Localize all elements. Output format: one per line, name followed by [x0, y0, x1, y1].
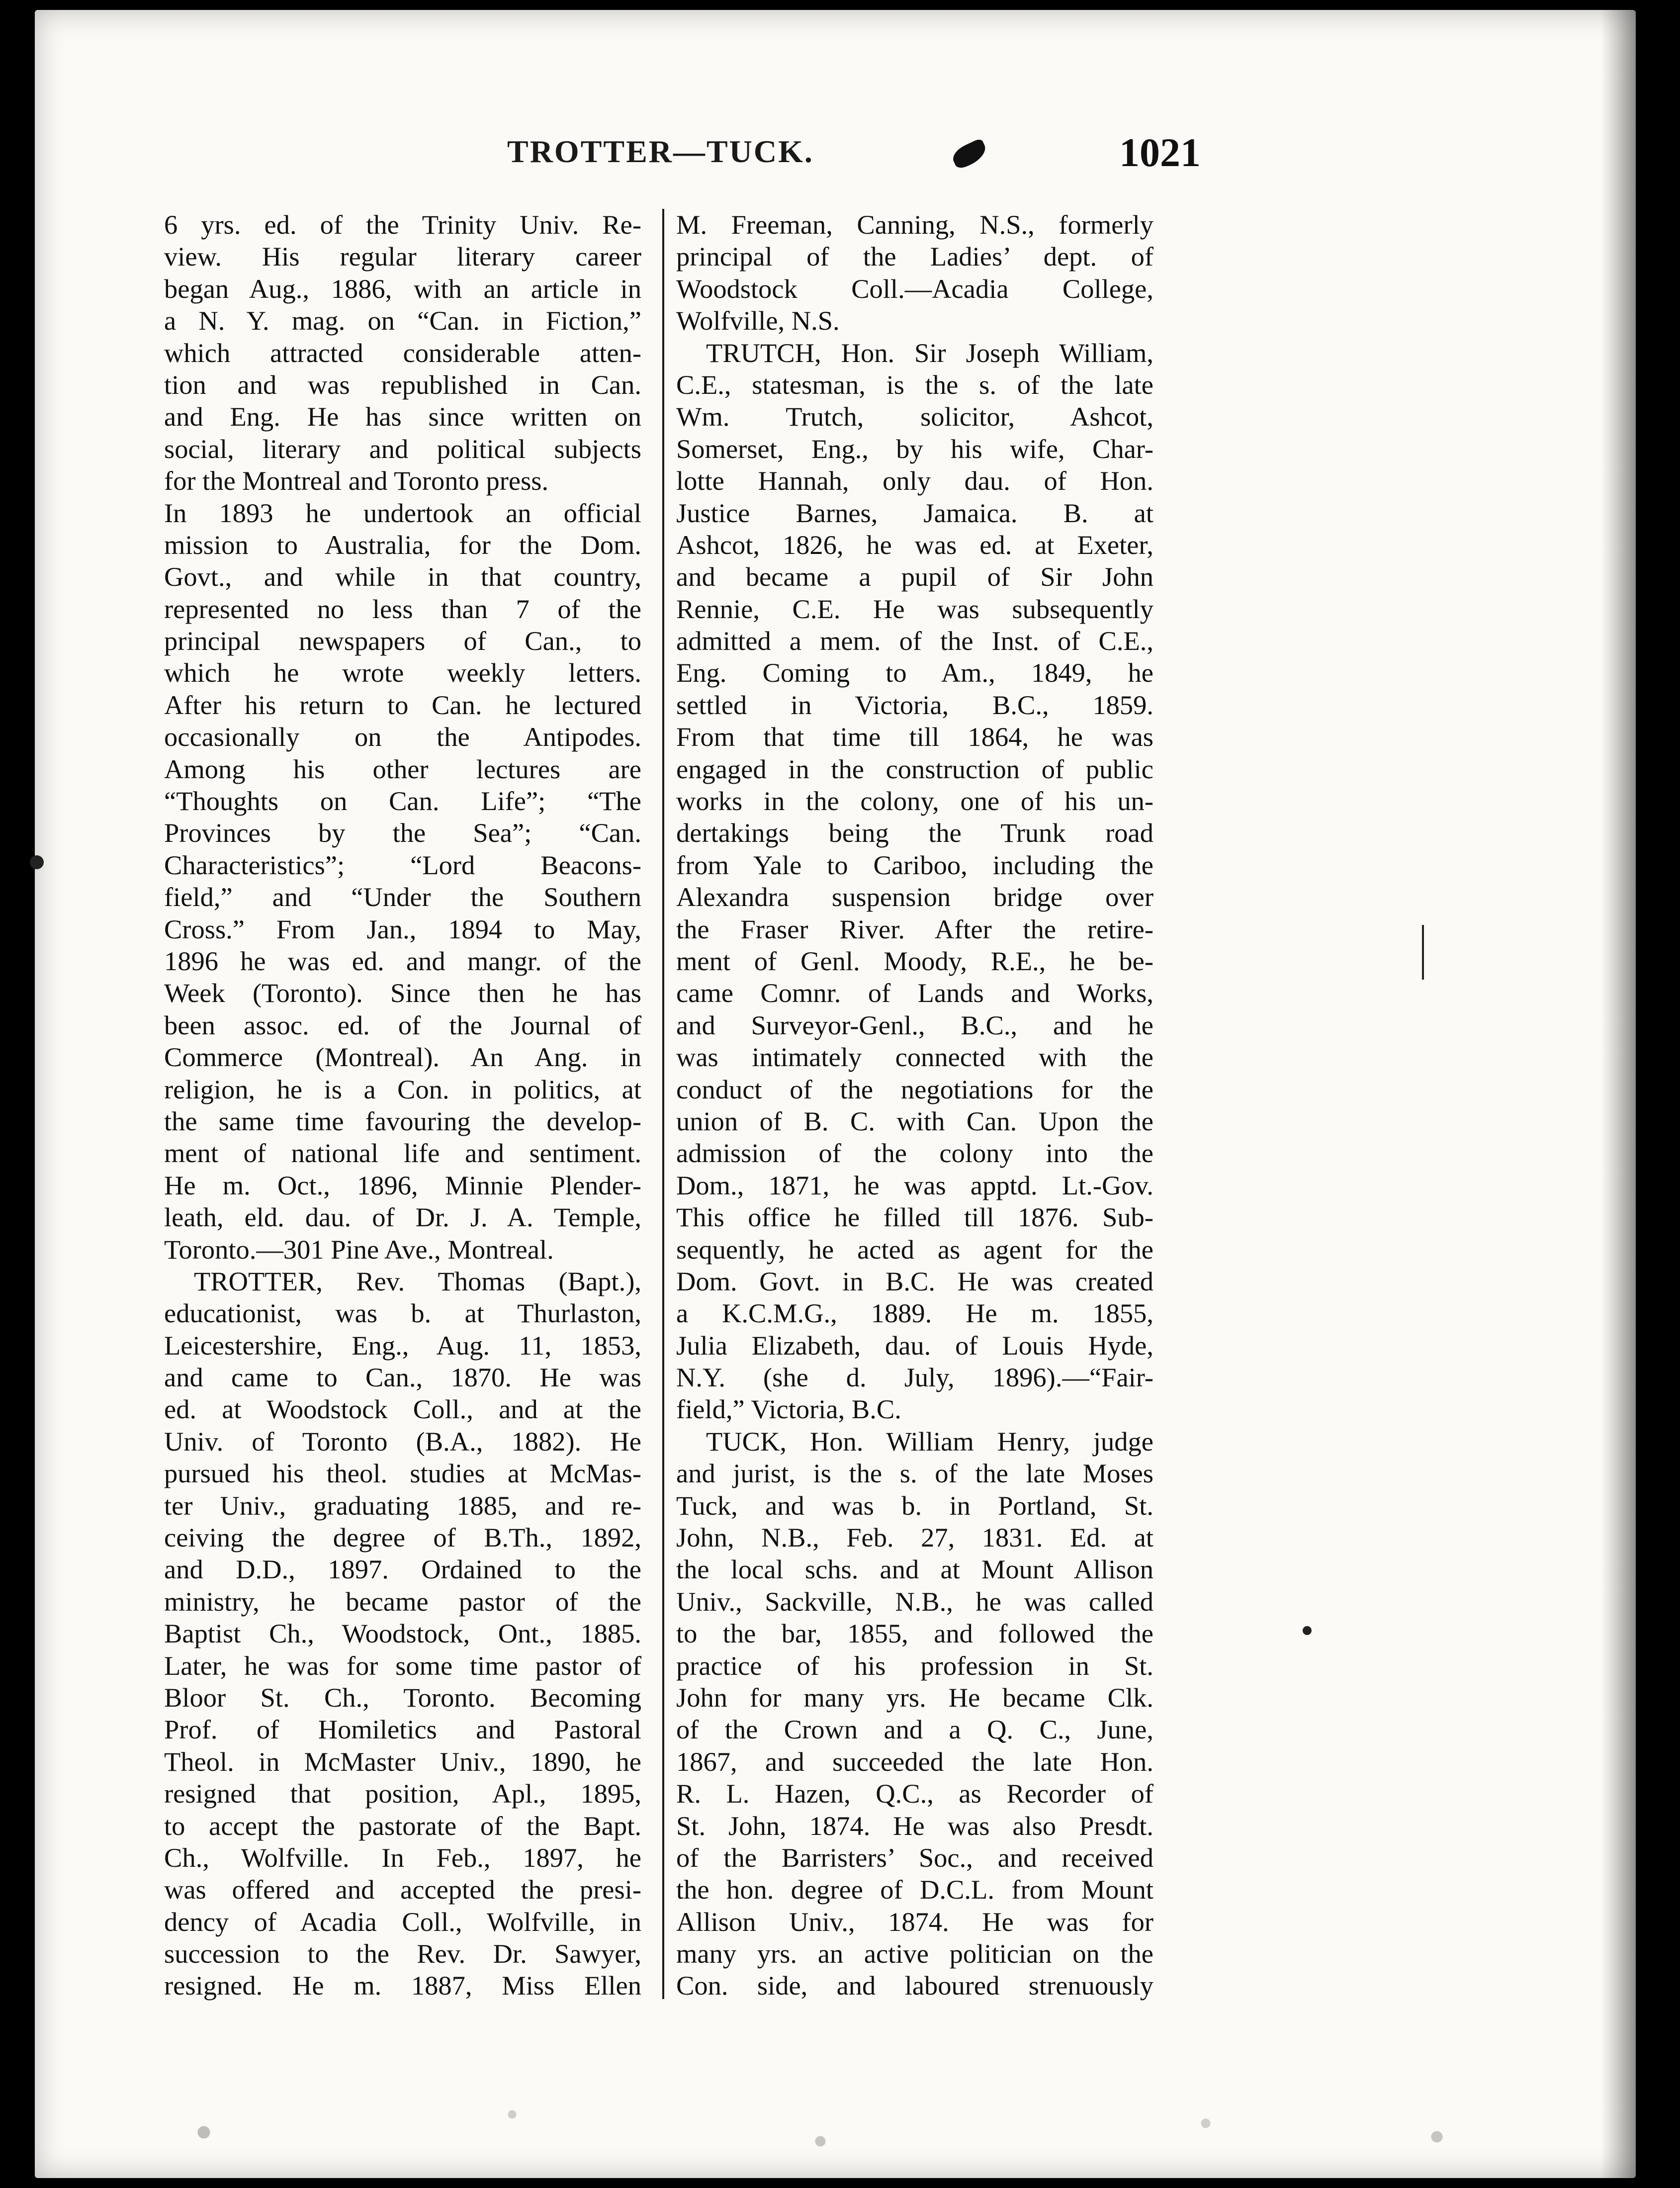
text-line: principal newspapers of Can., to [164, 626, 641, 656]
text-line: came Comnr. of Lands and Works, [676, 978, 1153, 1008]
text-line: the local schs. and at Mount Allison [676, 1554, 1153, 1585]
text-line: field,” and “Under the Southern [164, 882, 641, 912]
text-line: many yrs. an active politician on the [676, 1938, 1153, 1969]
text-line: been assoc. ed. of the Journal of [164, 1009, 641, 1040]
text-line: admitted a mem. of the Inst. of C.E., [676, 626, 1153, 656]
text-line: tion and was republished in Can. [164, 369, 641, 400]
text-line: union of B. C. with Can. Upon the [676, 1105, 1153, 1136]
text-line: Wolfville, N.S. [676, 305, 840, 336]
text-line: Cross.” From Jan., 1894 to May, [164, 913, 641, 944]
text-line: resigned. He m. 1887, Miss Ellen [164, 1970, 641, 2001]
text-line: settled in Victoria, B.C., 1859. [676, 689, 1153, 720]
text-line: and Surveyor-Genl., B.C., and he [676, 1009, 1153, 1040]
page-header [164, 129, 1201, 189]
text-line: Among his other lectures are [164, 753, 641, 784]
text-line: succession to the Rev. Dr. Sawyer, [164, 1938, 641, 1969]
text-line: Toronto.—301 Pine Ave., Montreal. [164, 1234, 554, 1265]
text-line: of the Barristers’ Soc., and received [676, 1842, 1153, 1873]
left-text-column [164, 209, 641, 2002]
margin-mark [1303, 1626, 1312, 1635]
text-line: a K.C.M.G., 1889. He m. 1855, [676, 1298, 1153, 1329]
text-line: After his return to Can. he lectured [164, 689, 641, 720]
text-line: to the bar, 1855, and followed the [676, 1618, 1153, 1649]
text-line: Dom. Govt. in B.C. He was created [676, 1266, 1153, 1296]
text-line: Ashcot, 1826, he was ed. at Exeter, [676, 529, 1153, 560]
text-line: engaged in the construction of public [676, 753, 1153, 784]
text-line: the hon. degree of D.C.L. from Mount [676, 1874, 1153, 1905]
right-text-column [676, 209, 1153, 2002]
text-line: and came to Can., 1870. He was [164, 1362, 641, 1393]
text-line: and jurist, is the s. of the late Moses [676, 1458, 1153, 1489]
text-line: field,” Victoria, B.C. [676, 1394, 901, 1425]
text-line: pursued his theol. studies at McMas- [164, 1458, 641, 1489]
text-line: and became a pupil of Sir John [676, 561, 1153, 592]
text-line: St. John, 1874. He was also Presdt. [676, 1810, 1153, 1841]
text-line: Con. side, and laboured strenuously [676, 1970, 1153, 2001]
text-line: TUCK, Hon. William Henry, judge [706, 1426, 1153, 1457]
text-line: resigned that position, Apl., 1895, [164, 1778, 641, 1809]
text-line: dertakings being the Trunk road [676, 818, 1153, 848]
text-line: a N. Y. mag. on “Can. in Fiction,” [164, 305, 641, 336]
text-line: was offered and accepted the presi- [164, 1874, 641, 1905]
text-line: from Yale to Cariboo, including the [676, 849, 1153, 880]
text-line: Later, he was for some time pastor of [164, 1650, 641, 1681]
text-line: Woodstock Coll.—Acadia College, [676, 273, 1153, 304]
text-line: which attracted considerable atten- [164, 337, 641, 368]
text-line: TRUTCH, Hon. Sir Joseph William, [706, 337, 1153, 368]
text-line: principal of the Ladies’ dept. of [676, 241, 1153, 272]
text-line: Julia Elizabeth, dau. of Louis Hyde, [676, 1330, 1153, 1361]
text-line: R. L. Hazen, Q.C., as Recorder of [676, 1778, 1153, 1809]
text-line: Leicestershire, Eng., Aug. 11, 1853, [164, 1330, 641, 1361]
paper-edge-shadow [1601, 10, 1636, 2178]
text-line: ment of national life and sentiment. [164, 1138, 641, 1169]
text-line: Somerset, Eng., by his wife, Char- [676, 433, 1153, 464]
text-line: social, literary and political subjects [164, 433, 641, 464]
text-line: TROTTER, Rev. Thomas (Bapt.), [194, 1266, 641, 1296]
text-line: educationist, was b. at Thurlaston, [164, 1298, 641, 1329]
text-line: mission to Australia, for the Dom. [164, 529, 641, 560]
text-line: Provinces by the Sea”; “Can. [164, 818, 641, 848]
text-line: Characteristics”; “Lord Beacons- [164, 849, 641, 880]
text-line: Ch., Wolfville. In Feb., 1897, he [164, 1842, 641, 1873]
text-line: Alexandra suspension bridge over [676, 882, 1153, 912]
text-line: 1896 he was ed. and mangr. of the [164, 945, 641, 976]
text-line: Univ. of Toronto (B.A., 1882). He [164, 1426, 641, 1457]
text-line: Tuck, and was b. in Portland, St. [676, 1490, 1153, 1521]
text-line: Prof. of Homiletics and Pastoral [164, 1714, 641, 1745]
text-line: Wm. Trutch, solicitor, Ashcot, [676, 401, 1153, 432]
text-line: of the Crown and a Q. C., June, [676, 1714, 1153, 1745]
text-line: ed. at Woodstock Coll., and at the [164, 1394, 641, 1425]
text-line: began Aug., 1886, with an article in [164, 273, 641, 304]
text-line: Theol. in McMaster Univ., 1890, he [164, 1746, 641, 1777]
text-line: and D.D., 1897. Ordained to the [164, 1554, 641, 1585]
text-line: Rennie, C.E. He was subsequently [676, 593, 1153, 624]
text-line: the Fraser River. After the retire- [676, 913, 1153, 944]
text-line: “Thoughts on Can. Life”; “The [164, 786, 641, 817]
text-line: 6 yrs. ed. of the Trinity Univ. Re- [164, 209, 641, 240]
text-line: M. Freeman, Canning, N.S., formerly [676, 209, 1153, 240]
text-line: Eng. Coming to Am., 1849, he [676, 657, 1153, 688]
text-line: the same time favouring the develop- [164, 1105, 641, 1136]
column-divider-rule [662, 209, 664, 1999]
text-line: which he wrote weekly letters. [164, 657, 641, 688]
text-line: 1867, and succeeded the late Hon. [676, 1746, 1153, 1777]
text-line: for the Montreal and Toronto press. [164, 465, 549, 496]
margin-mark [1422, 925, 1424, 980]
text-line: lotte Hannah, only dau. of Hon. [676, 465, 1153, 496]
margin-mark [30, 855, 44, 869]
text-line: Dom., 1871, he was apptd. Lt.-Gov. [676, 1170, 1153, 1200]
text-line: ceiving the degree of B.Th., 1892, [164, 1522, 641, 1553]
text-line: occasionally on the Antipodes. [164, 722, 641, 752]
text-line: religion, he is a Con. in politics, at [164, 1074, 641, 1104]
text-line: N.Y. (she d. July, 1896).—“Fair- [676, 1362, 1153, 1393]
text-line: conduct of the negotiations for the [676, 1074, 1153, 1104]
text-line: This office he filled till 1876. Sub- [676, 1202, 1153, 1233]
text-line: represented no less than 7 of the [164, 593, 641, 624]
text-line: was intimately connected with the [676, 1042, 1153, 1073]
text-line: Univ., Sackville, N.B., he was called [676, 1586, 1153, 1617]
text-line: works in the colony, one of his un- [676, 786, 1153, 817]
text-line: Baptist Ch., Woodstock, Ont., 1885. [164, 1618, 641, 1649]
text-line: Week (Toronto). Since then he has [164, 978, 641, 1008]
text-line: From that time till 1864, he was [676, 722, 1153, 752]
running-head: TROTTER—TUCK. [507, 134, 814, 169]
text-line: Bloor St. Ch., Toronto. Becoming [164, 1682, 641, 1713]
text-line: John for many yrs. He became Clk. [676, 1682, 1153, 1713]
ink-blot-mark [950, 138, 989, 171]
text-line: practice of his profession in St. [676, 1650, 1153, 1681]
text-line: view. His regular literary career [164, 241, 641, 272]
text-line: admission of the colony into the [676, 1138, 1153, 1169]
page-number: 1021 [1119, 130, 1201, 175]
text-line: He m. Oct., 1896, Minnie Plender- [164, 1170, 641, 1200]
text-line: to accept the pastorate of the Bapt. [164, 1810, 641, 1841]
text-line: Allison Univ., 1874. He was for [676, 1906, 1153, 1937]
text-line: leath, eld. dau. of Dr. J. A. Temple, [164, 1202, 641, 1233]
text-line: ter Univ., graduating 1885, and re- [164, 1490, 641, 1521]
text-line: dency of Acadia Coll., Wolfville, in [164, 1906, 641, 1937]
text-line: In 1893 he undertook an official [164, 497, 641, 528]
text-line: and Eng. He has since written on [164, 401, 641, 432]
text-line: Commerce (Montreal). An Ang. in [164, 1042, 641, 1073]
text-line: Justice Barnes, Jamaica. B. at [676, 497, 1153, 528]
scan-noise [50, 2079, 1591, 2168]
text-line: ministry, he became pastor of the [164, 1586, 641, 1617]
text-line: C.E., statesman, is the s. of the late [676, 369, 1153, 400]
text-line: Govt., and while in that country, [164, 561, 641, 592]
text-line: sequently, he acted as agent for the [676, 1234, 1153, 1265]
text-line: ment of Genl. Moody, R.E., he be- [676, 945, 1153, 976]
text-line: John, N.B., Feb. 27, 1831. Ed. at [676, 1522, 1153, 1553]
